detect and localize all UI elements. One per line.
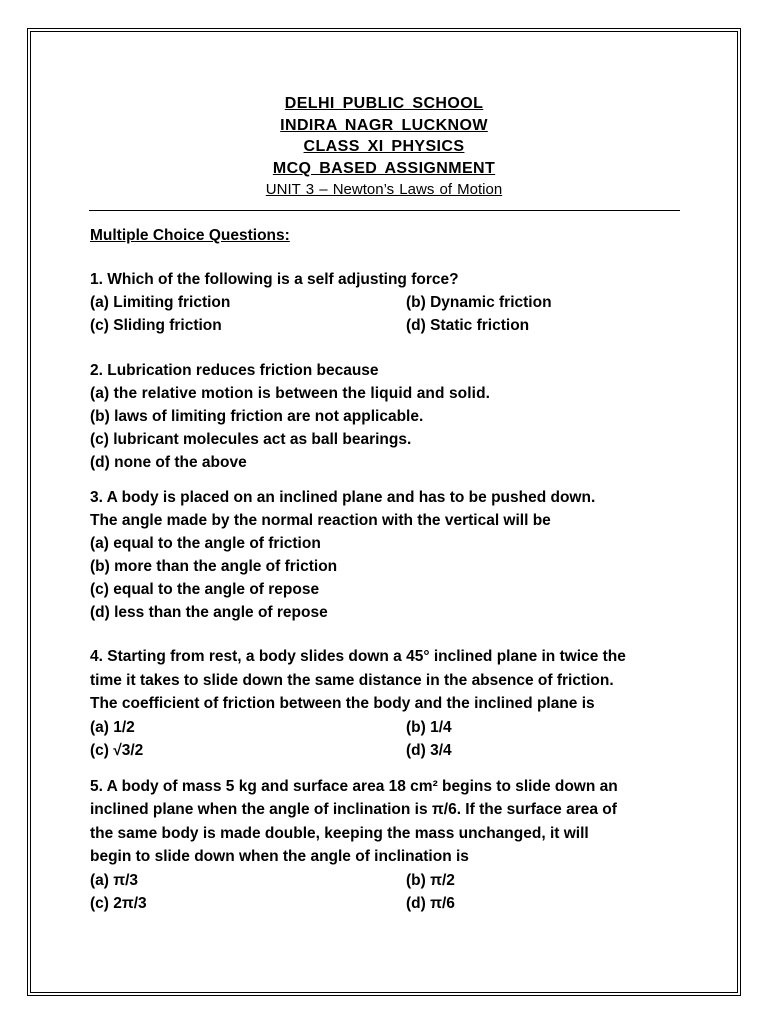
question-3	[90, 486, 690, 624]
option-c: (c) Sliding friction	[90, 317, 222, 334]
option-b: (b) more than the angle of friction	[90, 558, 338, 575]
option-d: (d) 3/4	[406, 741, 452, 759]
options-grid	[90, 291, 690, 337]
option-d: (d) none of the above	[90, 454, 247, 471]
option-d: (d) less than the angle of repose	[90, 604, 328, 621]
question-text: time it takes to slide down the same distance in the absence of friction.	[90, 671, 614, 689]
question-text: 3. A body is placed on an inclined plane and has to be pushed down.	[90, 489, 596, 506]
option-a: (a) Limiting friction	[90, 294, 231, 311]
option-d: (d) π/6	[406, 894, 455, 912]
assignment-title: MCQ BASED ASSIGNMENT	[272, 159, 496, 177]
question-1	[90, 268, 690, 337]
option-b: (b) π/2	[406, 871, 455, 889]
option-a: (a) equal to the angle of friction	[90, 535, 321, 552]
header-divider	[89, 210, 680, 211]
question-list	[90, 224, 690, 915]
option-a: (a) 1/2	[90, 718, 135, 736]
section-title: Multiple Choice Questions:	[90, 227, 290, 244]
question-text: the same body is made double, keeping the mass unchanged, it will	[90, 824, 589, 842]
option-c: (c) 2π/3	[90, 894, 147, 912]
question-text: inclined plane when the angle of inclination is π/6. If the surface area of	[90, 801, 617, 818]
question-text: 2. Lubrication reduces friction because	[90, 362, 379, 379]
question-text: The coefficient of friction between the body and the inclined plane is	[90, 695, 595, 712]
option-c: (c) √3/2	[90, 741, 144, 759]
unit-title: UNIT 3 – Newton’s Laws of Motion	[265, 181, 503, 198]
options-grid	[90, 716, 690, 762]
option-c: (c) lubricant molecules act as ball bearings.	[90, 431, 412, 448]
question-text: The angle made by the normal reaction with the vertical will be	[90, 512, 551, 529]
question-text: begin to slide down when the angle of inclination is	[90, 848, 469, 865]
option-a: (a) π/3	[90, 871, 139, 889]
option-b: (b) 1/4	[406, 718, 452, 736]
question-2	[90, 359, 690, 474]
option-b: (b) Dynamic friction	[406, 294, 552, 311]
question-text: 1. Which of the following is a self adjusting force?	[90, 271, 459, 288]
options-grid	[90, 869, 690, 915]
school-branch: INDIRA NAGR LUCKNOW	[280, 116, 488, 134]
class-subject: CLASS XI PHYSICS	[303, 138, 465, 155]
question-text: 4. Starting from rest, a body slides down a 45° inclined plane in twice the	[90, 648, 626, 665]
school-name: DELHI PUBLIC SCHOOL	[284, 95, 484, 112]
question-5	[90, 775, 690, 915]
option-c: (c) equal to the angle of repose	[90, 581, 320, 598]
option-a: (a) the relative motion is between the liquid and solid.	[90, 385, 491, 402]
question-text: 5. A body of mass 5 kg and surface area 18 cm² begins to slide down an	[90, 777, 618, 795]
document-header	[0, 93, 768, 200]
option-b: (b) laws of limiting friction are not applicable.	[90, 408, 424, 425]
question-4	[90, 645, 690, 762]
option-d: (d) Static friction	[406, 317, 530, 334]
